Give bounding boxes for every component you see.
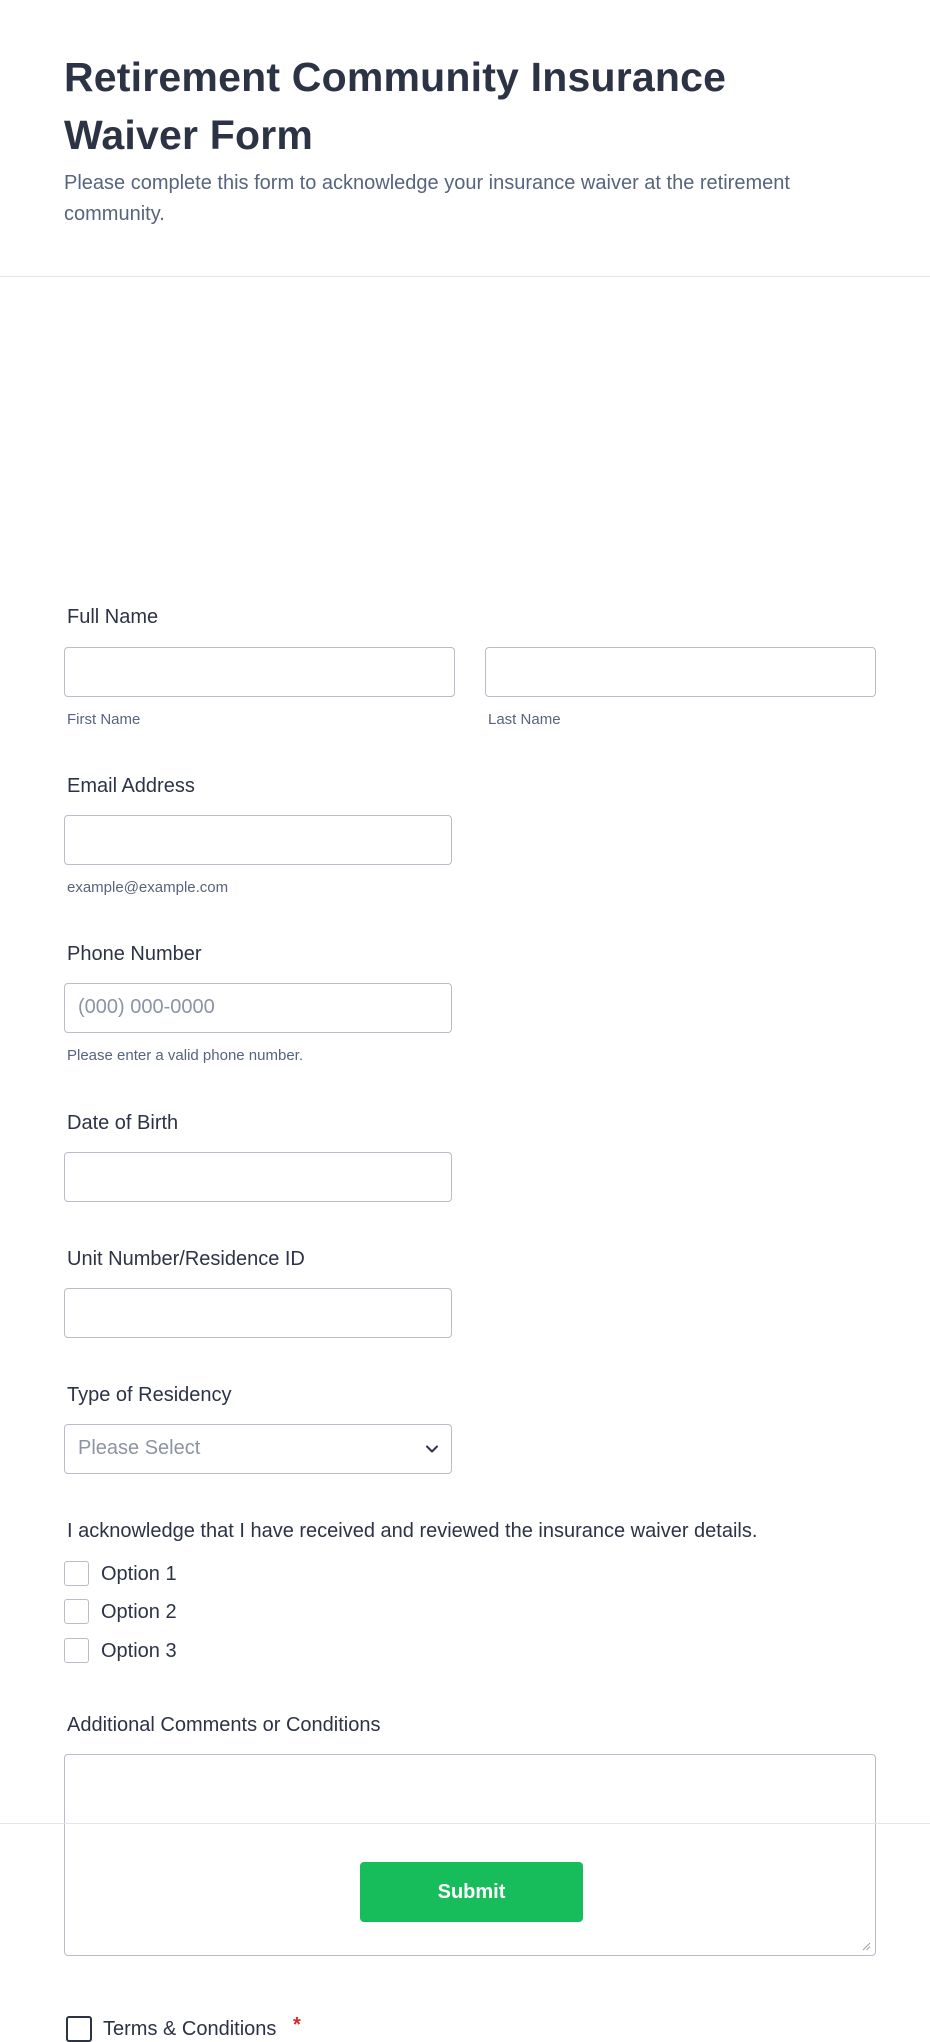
option-2-label[interactable]: Option 2 xyxy=(101,1601,177,1623)
acknowledge-label: I acknowledge that I have received and reviewed the insurance waiver details. xyxy=(67,1520,758,1542)
phone-sublabel: Please enter a valid phone number. xyxy=(67,1047,303,1064)
email-input[interactable] xyxy=(64,815,452,865)
phone-placeholder: (000) 000-0000 xyxy=(78,996,215,1018)
option-2-checkbox[interactable] xyxy=(64,1599,89,1624)
last-name-sublabel: Last Name xyxy=(488,711,561,728)
residency-label: Type of Residency xyxy=(67,1384,232,1406)
dob-input[interactable] xyxy=(64,1152,452,1202)
email-sublabel: example@example.com xyxy=(67,879,229,896)
option-1-checkbox[interactable] xyxy=(64,1561,89,1586)
chevron-down-icon xyxy=(425,1442,439,1456)
footer-divider xyxy=(0,1823,930,1824)
residency-selected-value: Please Select xyxy=(78,1437,201,1459)
resize-handle-icon[interactable] xyxy=(861,1941,871,1951)
comments-textarea[interactable] xyxy=(64,1754,876,1956)
submit-button[interactable]: Submit xyxy=(360,1862,583,1922)
phone-input[interactable] xyxy=(64,983,452,1033)
terms-checkbox[interactable] xyxy=(66,2016,92,2042)
page-subtitle: Please complete this form to acknowledge your insurance waiver at the retirement community. xyxy=(64,172,790,225)
page-title: Retirement Community Insurance Waiver Form xyxy=(64,54,727,158)
residency-select[interactable] xyxy=(64,1424,452,1474)
unit-input[interactable] xyxy=(64,1288,452,1338)
first-name-input[interactable] xyxy=(64,647,455,697)
unit-label: Unit Number/Residence ID xyxy=(67,1248,305,1270)
first-name-sublabel: First Name xyxy=(67,711,141,728)
phone-label: Phone Number xyxy=(67,943,202,965)
form-header xyxy=(0,0,930,277)
last-name-input[interactable] xyxy=(485,647,876,697)
option-1-label[interactable]: Option 1 xyxy=(101,1563,177,1585)
option-3-label[interactable]: Option 3 xyxy=(101,1640,177,1662)
comments-label: Additional Comments or Conditions xyxy=(67,1714,381,1736)
dob-label: Date of Birth xyxy=(67,1112,179,1134)
full-name-label: Full Name xyxy=(67,606,159,628)
required-asterisk: * xyxy=(293,2014,301,2036)
email-label: Email Address xyxy=(67,775,195,797)
option-3-checkbox[interactable] xyxy=(64,1638,89,1663)
terms-label[interactable]: Terms & Conditions xyxy=(103,2018,277,2040)
